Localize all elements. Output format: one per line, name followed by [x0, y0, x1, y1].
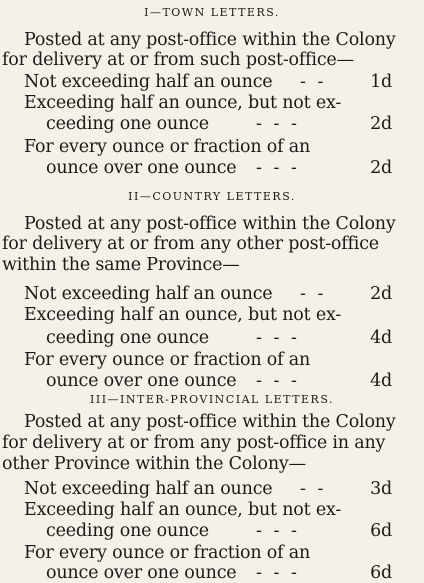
section-heading-town-letters: I—TOWN LETTERS. [144, 6, 280, 19]
section-intro-line: other Province within the Colony— [2, 454, 306, 474]
rate-value: 1d [370, 72, 392, 92]
rate-value: 6d [370, 563, 392, 583]
leader-dots: - - [300, 72, 327, 92]
section-intro-line: within the same Province— [2, 255, 240, 275]
leader-dots: - - - [256, 158, 300, 178]
rate-row [0, 114, 424, 134]
rate-row [0, 284, 424, 304]
rate-description: ceeding one ounce [46, 521, 209, 541]
rate-description: For every ounce or fraction of an [24, 543, 311, 563]
rate-value: 2d [370, 284, 392, 304]
rate-description: ounce over one ounce [46, 371, 237, 391]
rate-value: 6d [370, 521, 392, 541]
rate-row [0, 521, 424, 541]
rate-row [0, 479, 424, 499]
leader-dots: - - - [256, 563, 300, 583]
leader-dots: - - - [256, 328, 300, 348]
section-intro-line: for delivery at or from such post-office— [2, 50, 354, 70]
leader-dots: - - - [256, 521, 300, 541]
rate-description: Not exceeding half an ounce [24, 284, 273, 304]
rate-description: Exceeding half an ounce, but not ex- [24, 93, 342, 113]
rate-description: ounce over one ounce [46, 563, 237, 583]
rate-description: Exceeding half an ounce, but not ex- [24, 500, 342, 520]
section-intro-line: for delivery at or from any other post-office [2, 234, 379, 254]
rate-description: Exceeding half an ounce, but not ex- [24, 305, 342, 325]
rate-row [0, 563, 424, 583]
leader-dots: - - [300, 284, 327, 304]
rate-value: 2d [370, 158, 392, 178]
rate-description: ounce over one ounce [46, 158, 237, 178]
leader-dots: - - [300, 479, 327, 499]
rate-row [0, 371, 424, 391]
rate-row [0, 72, 424, 92]
rate-description: Not exceeding half an ounce [24, 72, 273, 92]
rate-value: 3d [370, 479, 392, 499]
rate-value: 4d [370, 371, 392, 391]
section-intro-line: Posted at any post-office within the Colony [24, 412, 396, 432]
section-intro-line: for delivery at or from any post-office in any [2, 433, 386, 453]
rate-description: ceeding one ounce [46, 114, 209, 134]
rate-description: Not exceeding half an ounce [24, 479, 273, 499]
rate-value: 4d [370, 328, 392, 348]
section-heading-country-letters: II—COUNTRY LETTERS. [128, 190, 296, 203]
rate-description: For every ounce or fraction of an [24, 137, 311, 157]
rate-row [0, 328, 424, 348]
rate-description: For every ounce or fraction of an [24, 350, 311, 370]
leader-dots: - - - [256, 371, 300, 391]
rate-description: ceeding one ounce [46, 328, 209, 348]
section-intro-line: Posted at any post-office within the Colony [24, 214, 396, 234]
rate-value: 2d [370, 114, 392, 134]
section-heading-inter-provincial-letters: III—INTER-PROVINCIAL LETTERS. [90, 393, 334, 406]
leader-dots: - - - [256, 114, 300, 134]
rate-row [0, 158, 424, 178]
section-intro-line: Posted at any post-office within the Colony [24, 30, 396, 50]
